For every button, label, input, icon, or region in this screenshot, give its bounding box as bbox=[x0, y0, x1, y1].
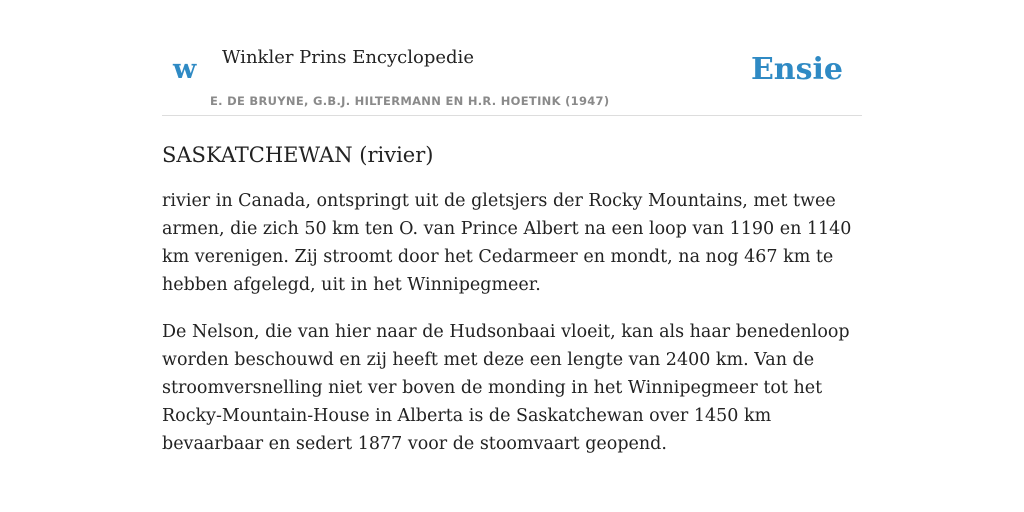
entry-content bbox=[162, 138, 862, 477]
source-header bbox=[162, 40, 862, 116]
entry-title: SASKATCHEWAN (rivier) bbox=[162, 143, 434, 167]
entry-paragraph-2: De Nelson, die van hier naar de Hudsonbaai vloeit, kan als haar benedenloop worden beschouwd en zij heeft met deze een lengte van 2400 km. Van de stroomversnelling niet ver boven de monding in het Winnipegmeer tot het Rocky-Mountain-House in Alberta is de Saskatchewan over 1450 km bevaarbaar en sedert 1877 voor de stoomvaart geopend. bbox=[162, 322, 850, 454]
encyclopedia-logo[interactable]: w bbox=[173, 54, 197, 85]
source-authors: E. DE BRUYNE, G.B.J. HILTERMANN EN H.R. HOETINK (1947) bbox=[210, 94, 610, 108]
source-title[interactable]: Winkler Prins Encyclopedie bbox=[222, 47, 474, 68]
entry-paragraph-1: rivier in Canada, ontspringt uit de gletsjers der Rocky Mountains, met twee armen, die zich 50 km ten O. van Prince Albert na een loop van 1190 en 1140 km verenigen. Zij stroomt door het Cedarmeer en mondt, na nog 467 km te hebben afgelegd, uit in het Winnipegmeer. bbox=[162, 191, 852, 295]
ensie-logo[interactable]: Ensie bbox=[750, 52, 843, 87]
